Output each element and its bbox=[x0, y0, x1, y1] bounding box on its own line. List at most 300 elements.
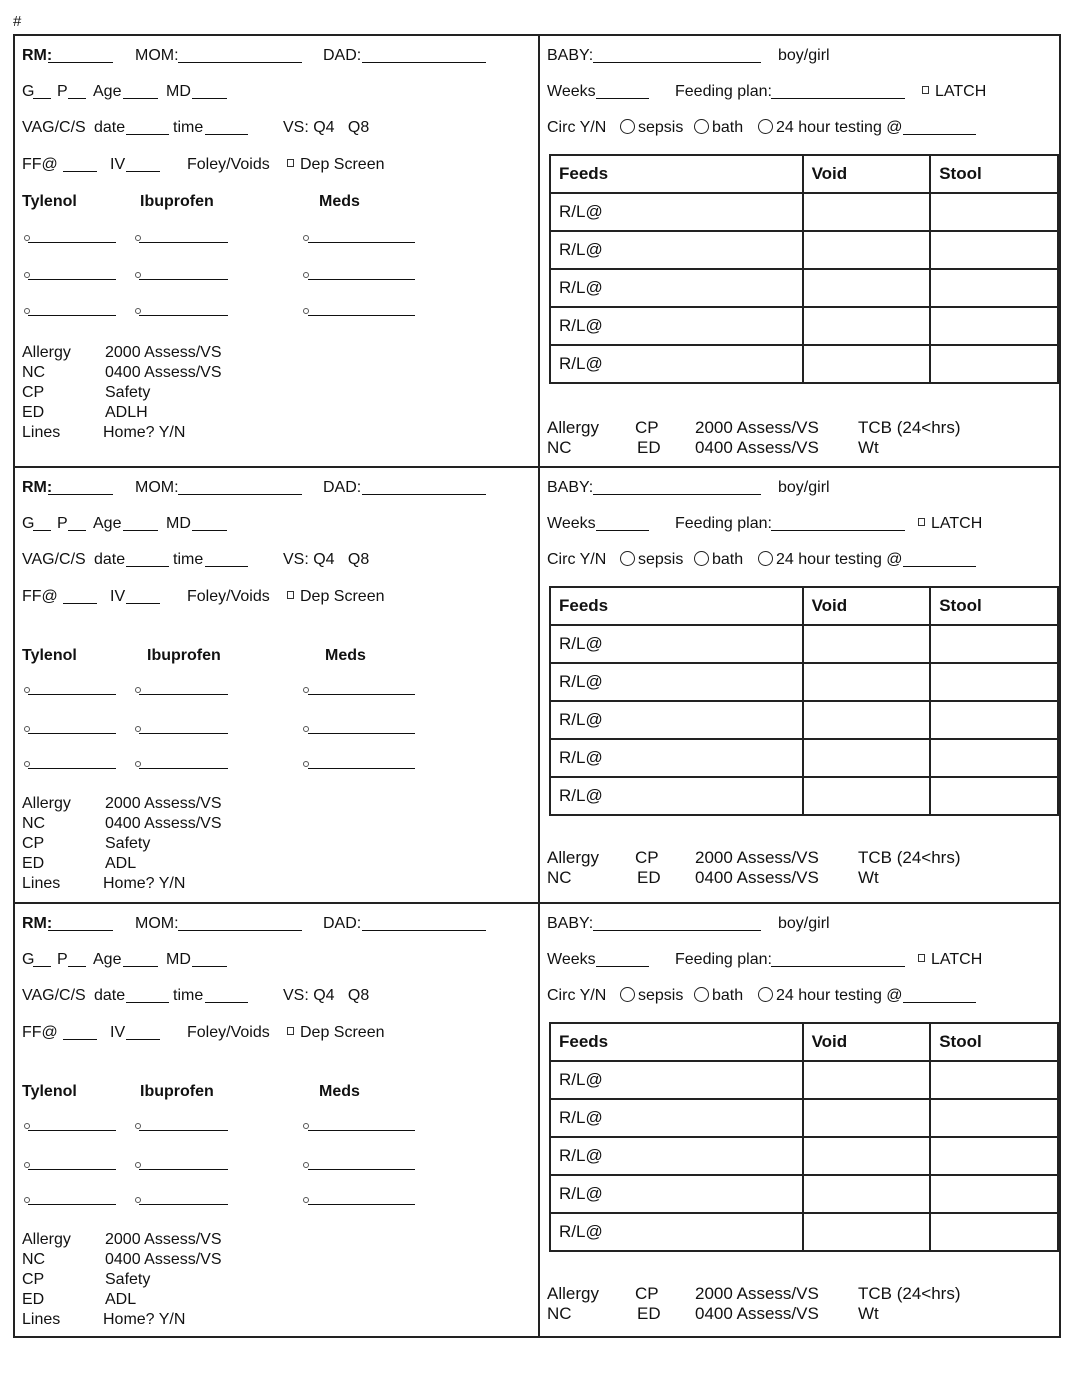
sepsis-radio[interactable] bbox=[620, 987, 683, 1005]
md-label: MD bbox=[166, 515, 191, 532]
stool-cell[interactable] bbox=[930, 345, 1058, 383]
age-label: Age bbox=[93, 83, 122, 100]
bath-radio[interactable] bbox=[694, 551, 743, 569]
void-cell[interactable] bbox=[803, 701, 931, 739]
rm-field[interactable] bbox=[48, 62, 113, 63]
bullet-icon bbox=[135, 687, 141, 693]
bullet-icon bbox=[24, 726, 30, 732]
checklist-item: 0400 Assess/VS bbox=[105, 1251, 222, 1268]
checklist-item: ED bbox=[22, 1291, 45, 1308]
latch-label: LATCH bbox=[931, 951, 983, 968]
baby-checklist-item: 0400 Assess/VS bbox=[695, 438, 819, 457]
meds-dose-field[interactable] bbox=[308, 768, 415, 769]
baby-checklist-item: 0400 Assess/VS bbox=[695, 868, 819, 887]
iv-label: IV bbox=[110, 588, 126, 605]
latch-checkbox[interactable] bbox=[922, 83, 986, 101]
time-label: time bbox=[173, 551, 204, 568]
weeks-label: Weeks bbox=[547, 83, 596, 100]
baby-checklist-item: ED bbox=[637, 1304, 661, 1323]
time-label: time bbox=[173, 987, 204, 1004]
void-cell[interactable] bbox=[803, 1061, 931, 1099]
feeding-plan-field[interactable] bbox=[771, 98, 905, 99]
feeds-table bbox=[549, 1022, 1059, 1252]
dad-label: DAD: bbox=[323, 915, 362, 932]
meds-heading: Meds bbox=[319, 193, 360, 210]
mom-field[interactable] bbox=[178, 62, 302, 63]
bath-radio[interactable] bbox=[694, 987, 743, 1005]
tylenol-dose-field[interactable] bbox=[28, 279, 116, 280]
tylenol-dose-field[interactable] bbox=[28, 694, 116, 695]
sex-options: boy/girl bbox=[778, 479, 830, 496]
void-cell[interactable] bbox=[803, 739, 931, 777]
feed-time-cell[interactable]: R/L@ bbox=[550, 231, 803, 269]
mom-label: MOM: bbox=[135, 479, 179, 496]
checklist-item: 2000 Assess/VS bbox=[105, 344, 222, 361]
bullet-icon bbox=[135, 1162, 141, 1168]
bullet-icon bbox=[24, 1197, 30, 1203]
sepsis-radio[interactable] bbox=[620, 119, 683, 137]
testing-time-field[interactable] bbox=[903, 566, 976, 567]
iv-label: IV bbox=[110, 156, 126, 173]
mom-label: MOM: bbox=[135, 915, 179, 932]
testing-radio[interactable] bbox=[758, 551, 903, 569]
circ-label: Circ Y/N bbox=[547, 987, 607, 1004]
checklist-item: Lines bbox=[22, 1311, 61, 1328]
para-field[interactable] bbox=[68, 530, 86, 531]
vital-signs-frequency: VS: Q4 Q8 bbox=[283, 551, 370, 568]
tylenol-dose-field[interactable] bbox=[28, 1169, 116, 1170]
bullet-icon bbox=[303, 1123, 309, 1129]
checklist-item: Lines bbox=[22, 875, 61, 892]
void-cell[interactable] bbox=[803, 269, 931, 307]
baby-checklist-item: NC bbox=[547, 438, 572, 457]
baby-name-field[interactable] bbox=[593, 62, 761, 63]
feeding-plan-field[interactable] bbox=[771, 530, 905, 531]
bullet-icon bbox=[24, 761, 30, 767]
gravida-field[interactable] bbox=[33, 98, 51, 99]
bullet-icon bbox=[135, 235, 141, 241]
radio-circle-icon[interactable] bbox=[758, 119, 773, 134]
checklist-item: Home? Y/N bbox=[103, 875, 186, 892]
bullet-icon bbox=[135, 726, 141, 732]
column-header: Void bbox=[803, 155, 931, 193]
gravida-field[interactable] bbox=[33, 966, 51, 967]
checkbox-icon[interactable] bbox=[922, 86, 929, 94]
weeks-field[interactable] bbox=[596, 98, 649, 99]
md-field[interactable] bbox=[192, 966, 227, 967]
ibuprofen-dose-field[interactable] bbox=[139, 1169, 228, 1170]
bullet-icon bbox=[24, 308, 30, 314]
rm-field[interactable] bbox=[48, 494, 113, 495]
feed-row bbox=[550, 739, 1058, 777]
tylenol-dose-field[interactable] bbox=[28, 733, 116, 734]
latch-checkbox[interactable] bbox=[918, 951, 982, 969]
tylenol-dose-field[interactable] bbox=[28, 315, 116, 316]
meds-heading: Meds bbox=[319, 1083, 360, 1100]
ibuprofen-dose-field[interactable] bbox=[139, 694, 228, 695]
radio-circle-icon[interactable] bbox=[694, 551, 709, 566]
radio-circle-icon[interactable] bbox=[620, 551, 635, 566]
testing-time-field[interactable] bbox=[903, 1002, 976, 1003]
circ-label: Circ Y/N bbox=[547, 119, 607, 136]
age-label: Age bbox=[93, 951, 122, 968]
checklist-item: Allergy bbox=[22, 795, 71, 812]
stool-cell[interactable] bbox=[930, 1061, 1058, 1099]
void-cell[interactable] bbox=[803, 307, 931, 345]
foley-voids-label: Foley/Voids bbox=[187, 1024, 270, 1041]
stool-cell[interactable] bbox=[930, 663, 1058, 701]
feed-row bbox=[550, 269, 1058, 307]
ibuprofen-dose-field[interactable] bbox=[139, 242, 228, 243]
feed-time-cell[interactable]: R/L@ bbox=[550, 1175, 803, 1213]
feed-row bbox=[550, 307, 1058, 345]
feed-time-cell[interactable]: R/L@ bbox=[550, 1137, 803, 1175]
void-cell[interactable] bbox=[803, 231, 931, 269]
meds-heading: Meds bbox=[325, 647, 366, 664]
iv-field[interactable] bbox=[126, 1039, 160, 1040]
meds-dose-field[interactable] bbox=[308, 1130, 415, 1131]
age-field[interactable] bbox=[123, 966, 158, 967]
feed-time-cell[interactable]: R/L@ bbox=[550, 269, 803, 307]
bullet-icon bbox=[303, 1162, 309, 1168]
checklist-item: NC bbox=[22, 1251, 46, 1268]
feeding-plan-label: Feeding plan: bbox=[675, 83, 772, 100]
feed-time-cell[interactable]: R/L@ bbox=[550, 1061, 803, 1099]
ibuprofen-dose-field[interactable] bbox=[139, 1130, 228, 1131]
page-number-mark: # bbox=[13, 13, 22, 30]
baby-label: BABY: bbox=[547, 479, 594, 496]
checklist-item: Safety bbox=[105, 384, 151, 401]
feeding-plan-field[interactable] bbox=[771, 966, 905, 967]
feed-time-cell[interactable]: R/L@ bbox=[550, 1213, 803, 1251]
date-label: date bbox=[94, 119, 126, 136]
radio-circle-icon[interactable] bbox=[694, 119, 709, 134]
checkbox-icon[interactable] bbox=[287, 159, 294, 167]
feed-row bbox=[550, 625, 1058, 663]
baby-checklist-item: CP bbox=[635, 418, 659, 437]
baby-checklist-item: 2000 Assess/VS bbox=[695, 418, 819, 437]
baby-checklist-item: NC bbox=[547, 1304, 572, 1323]
date-field[interactable] bbox=[126, 1002, 169, 1003]
gravida-label: G bbox=[22, 951, 35, 968]
tylenol-heading: Tylenol bbox=[22, 193, 77, 210]
void-cell[interactable] bbox=[803, 777, 931, 815]
bullet-icon bbox=[303, 272, 309, 278]
checklist-item: 0400 Assess/VS bbox=[105, 815, 222, 832]
baby-name-field[interactable] bbox=[593, 930, 761, 931]
sepsis-label: sepsis bbox=[638, 987, 684, 1004]
checklist-item: Allergy bbox=[22, 1231, 71, 1248]
baby-checklist-item: TCB (24<hrs) bbox=[858, 848, 961, 867]
iv-field[interactable] bbox=[126, 171, 160, 172]
stool-cell[interactable] bbox=[930, 1175, 1058, 1213]
void-cell[interactable] bbox=[803, 663, 931, 701]
bullet-icon bbox=[135, 308, 141, 314]
meds-dose-field[interactable] bbox=[308, 242, 415, 243]
bath-label: bath bbox=[712, 119, 744, 136]
stool-cell[interactable] bbox=[930, 269, 1058, 307]
dep-screen-checkbox[interactable] bbox=[287, 588, 385, 606]
latch-label: LATCH bbox=[935, 83, 987, 100]
column-header: Stool bbox=[930, 1023, 1058, 1061]
void-cell[interactable] bbox=[803, 1137, 931, 1175]
sex-options: boy/girl bbox=[778, 47, 830, 64]
checkbox-icon[interactable] bbox=[287, 591, 294, 599]
feed-time-cell[interactable]: R/L@ bbox=[550, 1099, 803, 1137]
stool-cell[interactable] bbox=[930, 307, 1058, 345]
checkbox-icon[interactable] bbox=[918, 954, 925, 962]
time-field[interactable] bbox=[205, 1002, 248, 1003]
testing-radio[interactable] bbox=[758, 119, 903, 137]
dep-screen-label: Dep Screen bbox=[300, 588, 385, 605]
dad-field[interactable] bbox=[362, 930, 486, 931]
age-field[interactable] bbox=[123, 530, 158, 531]
gravida-field[interactable] bbox=[33, 530, 51, 531]
dep-screen-checkbox[interactable] bbox=[287, 1024, 385, 1042]
dad-field[interactable] bbox=[362, 62, 486, 63]
md-field[interactable] bbox=[192, 530, 227, 531]
weeks-label: Weeks bbox=[547, 951, 596, 968]
checklist-item: 0400 Assess/VS bbox=[105, 364, 222, 381]
checklist-item: Home? Y/N bbox=[103, 1311, 186, 1328]
ff-field[interactable] bbox=[63, 171, 97, 172]
latch-label: LATCH bbox=[931, 515, 983, 532]
bath-radio[interactable] bbox=[694, 119, 743, 137]
dad-label: DAD: bbox=[323, 479, 362, 496]
mom-field[interactable] bbox=[178, 930, 302, 931]
para-field[interactable] bbox=[68, 966, 86, 967]
stool-cell[interactable] bbox=[930, 193, 1058, 231]
bullet-icon bbox=[24, 687, 30, 693]
feeding-plan-label: Feeding plan: bbox=[675, 515, 772, 532]
stool-cell[interactable] bbox=[930, 625, 1058, 663]
column-divider bbox=[538, 468, 540, 902]
feed-row bbox=[550, 193, 1058, 231]
date-label: date bbox=[94, 551, 126, 568]
para-label: P bbox=[57, 83, 68, 100]
stool-cell[interactable] bbox=[930, 231, 1058, 269]
ff-field[interactable] bbox=[63, 1039, 97, 1040]
feed-time-cell[interactable]: R/L@ bbox=[550, 777, 803, 815]
bullet-icon bbox=[303, 235, 309, 241]
stool-cell[interactable] bbox=[930, 1137, 1058, 1175]
baby-checklist-item: ED bbox=[637, 438, 661, 457]
feeding-plan-label: Feeding plan: bbox=[675, 951, 772, 968]
radio-circle-icon[interactable] bbox=[758, 551, 773, 566]
column-header: Void bbox=[803, 1023, 931, 1061]
date-label: date bbox=[94, 987, 126, 1004]
feed-row bbox=[550, 1061, 1058, 1099]
weeks-field[interactable] bbox=[596, 530, 649, 531]
stool-cell[interactable] bbox=[930, 777, 1058, 815]
baby-checklist-item: Allergy bbox=[547, 1284, 599, 1303]
baby-checklist-item: NC bbox=[547, 868, 572, 887]
mom-field[interactable] bbox=[178, 494, 302, 495]
age-field[interactable] bbox=[123, 98, 158, 99]
baby-label: BABY: bbox=[547, 47, 594, 64]
bullet-icon bbox=[135, 272, 141, 278]
date-field[interactable] bbox=[126, 566, 169, 567]
baby-checklist-item: 2000 Assess/VS bbox=[695, 1284, 819, 1303]
bullet-icon bbox=[303, 726, 309, 732]
tylenol-dose-field[interactable] bbox=[28, 768, 116, 769]
delivery-type-label: VAG/C/S bbox=[22, 119, 86, 136]
testing-time-field[interactable] bbox=[903, 134, 976, 135]
md-field[interactable] bbox=[192, 98, 227, 99]
bullet-icon bbox=[303, 687, 309, 693]
tylenol-dose-field[interactable] bbox=[28, 1130, 116, 1131]
feed-time-cell[interactable]: R/L@ bbox=[550, 663, 803, 701]
feeds-table bbox=[549, 586, 1059, 816]
checklist-item: ADL bbox=[105, 855, 137, 872]
bullet-icon bbox=[303, 761, 309, 767]
tylenol-heading: Tylenol bbox=[22, 1083, 77, 1100]
bullet-icon bbox=[303, 308, 309, 314]
void-cell[interactable] bbox=[803, 1175, 931, 1213]
feed-time-cell[interactable]: R/L@ bbox=[550, 625, 803, 663]
dad-field[interactable] bbox=[362, 494, 486, 495]
feeds-table bbox=[549, 154, 1059, 384]
void-cell[interactable] bbox=[803, 345, 931, 383]
feed-time-cell[interactable]: R/L@ bbox=[550, 307, 803, 345]
testing-radio[interactable] bbox=[758, 987, 903, 1005]
iv-field[interactable] bbox=[126, 603, 160, 604]
meds-dose-field[interactable] bbox=[308, 315, 415, 316]
feed-time-cell[interactable]: R/L@ bbox=[550, 739, 803, 777]
bath-label: bath bbox=[712, 987, 744, 1004]
meds-dose-field[interactable] bbox=[308, 1204, 415, 1205]
feed-row bbox=[550, 231, 1058, 269]
void-cell[interactable] bbox=[803, 193, 931, 231]
radio-circle-icon[interactable] bbox=[758, 987, 773, 1002]
baby-checklist-item: Wt bbox=[858, 868, 879, 887]
para-field[interactable] bbox=[68, 98, 86, 99]
weeks-field[interactable] bbox=[596, 966, 649, 967]
checklist-item: ED bbox=[22, 404, 45, 421]
sepsis-label: sepsis bbox=[638, 551, 684, 568]
feed-row bbox=[550, 777, 1058, 815]
time-field[interactable] bbox=[205, 566, 248, 567]
delivery-type-label: VAG/C/S bbox=[22, 987, 86, 1004]
sepsis-label: sepsis bbox=[638, 119, 684, 136]
rm-field[interactable] bbox=[48, 930, 113, 931]
md-label: MD bbox=[166, 83, 191, 100]
bullet-icon bbox=[135, 1197, 141, 1203]
bullet-icon bbox=[135, 1123, 141, 1129]
feed-time-cell[interactable]: R/L@ bbox=[550, 701, 803, 739]
tylenol-dose-field[interactable] bbox=[28, 1204, 116, 1205]
ibuprofen-dose-field[interactable] bbox=[139, 315, 228, 316]
ff-field[interactable] bbox=[63, 603, 97, 604]
baby-name-field[interactable] bbox=[593, 494, 761, 495]
meds-dose-field[interactable] bbox=[308, 279, 415, 280]
stool-cell[interactable] bbox=[930, 739, 1058, 777]
void-cell[interactable] bbox=[803, 1213, 931, 1251]
checklist-item: NC bbox=[22, 364, 46, 381]
iv-label: IV bbox=[110, 1024, 126, 1041]
latch-checkbox[interactable] bbox=[918, 515, 982, 533]
radio-circle-icon[interactable] bbox=[694, 987, 709, 1002]
age-label: Age bbox=[93, 515, 122, 532]
feed-row bbox=[550, 1213, 1058, 1251]
baby-checklist-item: 0400 Assess/VS bbox=[695, 1304, 819, 1323]
checklist-item: CP bbox=[22, 1271, 45, 1288]
ibuprofen-dose-field[interactable] bbox=[139, 279, 228, 280]
feed-row bbox=[550, 701, 1058, 739]
ibuprofen-dose-field[interactable] bbox=[139, 733, 228, 734]
mom-label: MOM: bbox=[135, 47, 179, 64]
checkbox-icon[interactable] bbox=[918, 518, 925, 526]
tylenol-heading: Tylenol bbox=[22, 647, 77, 664]
tylenol-dose-field[interactable] bbox=[28, 242, 116, 243]
baby-checklist-item: Wt bbox=[858, 1304, 879, 1323]
table-header-row bbox=[550, 155, 1058, 193]
delivery-type-label: VAG/C/S bbox=[22, 551, 86, 568]
ff-label: FF@ bbox=[22, 588, 58, 605]
dad-label: DAD: bbox=[323, 47, 362, 64]
ibuprofen-heading: Ibuprofen bbox=[147, 647, 221, 664]
testing-label: 24 hour testing @ bbox=[776, 551, 903, 568]
radio-circle-icon[interactable] bbox=[620, 987, 635, 1002]
bullet-icon bbox=[24, 235, 30, 241]
checklist-item: ADL bbox=[105, 1291, 137, 1308]
circ-label: Circ Y/N bbox=[547, 551, 607, 568]
feed-time-cell[interactable]: R/L@ bbox=[550, 345, 803, 383]
feed-row bbox=[550, 663, 1058, 701]
checklist-item: CP bbox=[22, 384, 45, 401]
date-field[interactable] bbox=[126, 134, 169, 135]
gravida-label: G bbox=[22, 83, 35, 100]
ibuprofen-dose-field[interactable] bbox=[139, 768, 228, 769]
feed-time-cell[interactable]: R/L@ bbox=[550, 193, 803, 231]
time-field[interactable] bbox=[205, 134, 248, 135]
dep-screen-checkbox[interactable] bbox=[287, 156, 385, 174]
rm-label: RM: bbox=[22, 479, 53, 496]
sepsis-radio[interactable] bbox=[620, 551, 683, 569]
void-cell[interactable] bbox=[803, 1099, 931, 1137]
baby-checklist-item: CP bbox=[635, 848, 659, 867]
stool-cell[interactable] bbox=[930, 701, 1058, 739]
patient-block bbox=[13, 466, 1061, 902]
dep-screen-label: Dep Screen bbox=[300, 1024, 385, 1041]
checklist-item: Lines bbox=[22, 424, 61, 441]
baby-checklist-item: TCB (24<hrs) bbox=[858, 418, 961, 437]
column-divider bbox=[538, 904, 540, 1336]
ibuprofen-dose-field[interactable] bbox=[139, 1204, 228, 1205]
baby-checklist-item: Allergy bbox=[547, 848, 599, 867]
rm-label: RM: bbox=[22, 915, 53, 932]
column-header: Stool bbox=[930, 155, 1058, 193]
time-label: time bbox=[173, 119, 204, 136]
radio-circle-icon[interactable] bbox=[620, 119, 635, 134]
checklist-item: ADLH bbox=[105, 404, 148, 421]
meds-dose-field[interactable] bbox=[308, 1169, 415, 1170]
checkbox-icon[interactable] bbox=[287, 1027, 294, 1035]
table-header-row bbox=[550, 587, 1058, 625]
testing-label: 24 hour testing @ bbox=[776, 119, 903, 136]
rm-label: RM: bbox=[22, 47, 53, 64]
meds-dose-field[interactable] bbox=[308, 733, 415, 734]
checklist-item: Safety bbox=[105, 835, 151, 852]
void-cell[interactable] bbox=[803, 625, 931, 663]
md-label: MD bbox=[166, 951, 191, 968]
foley-voids-label: Foley/Voids bbox=[187, 156, 270, 173]
stool-cell[interactable] bbox=[930, 1099, 1058, 1137]
meds-dose-field[interactable] bbox=[308, 694, 415, 695]
stool-cell[interactable] bbox=[930, 1213, 1058, 1251]
column-header: Feeds bbox=[550, 155, 803, 193]
patient-block bbox=[13, 34, 1061, 466]
